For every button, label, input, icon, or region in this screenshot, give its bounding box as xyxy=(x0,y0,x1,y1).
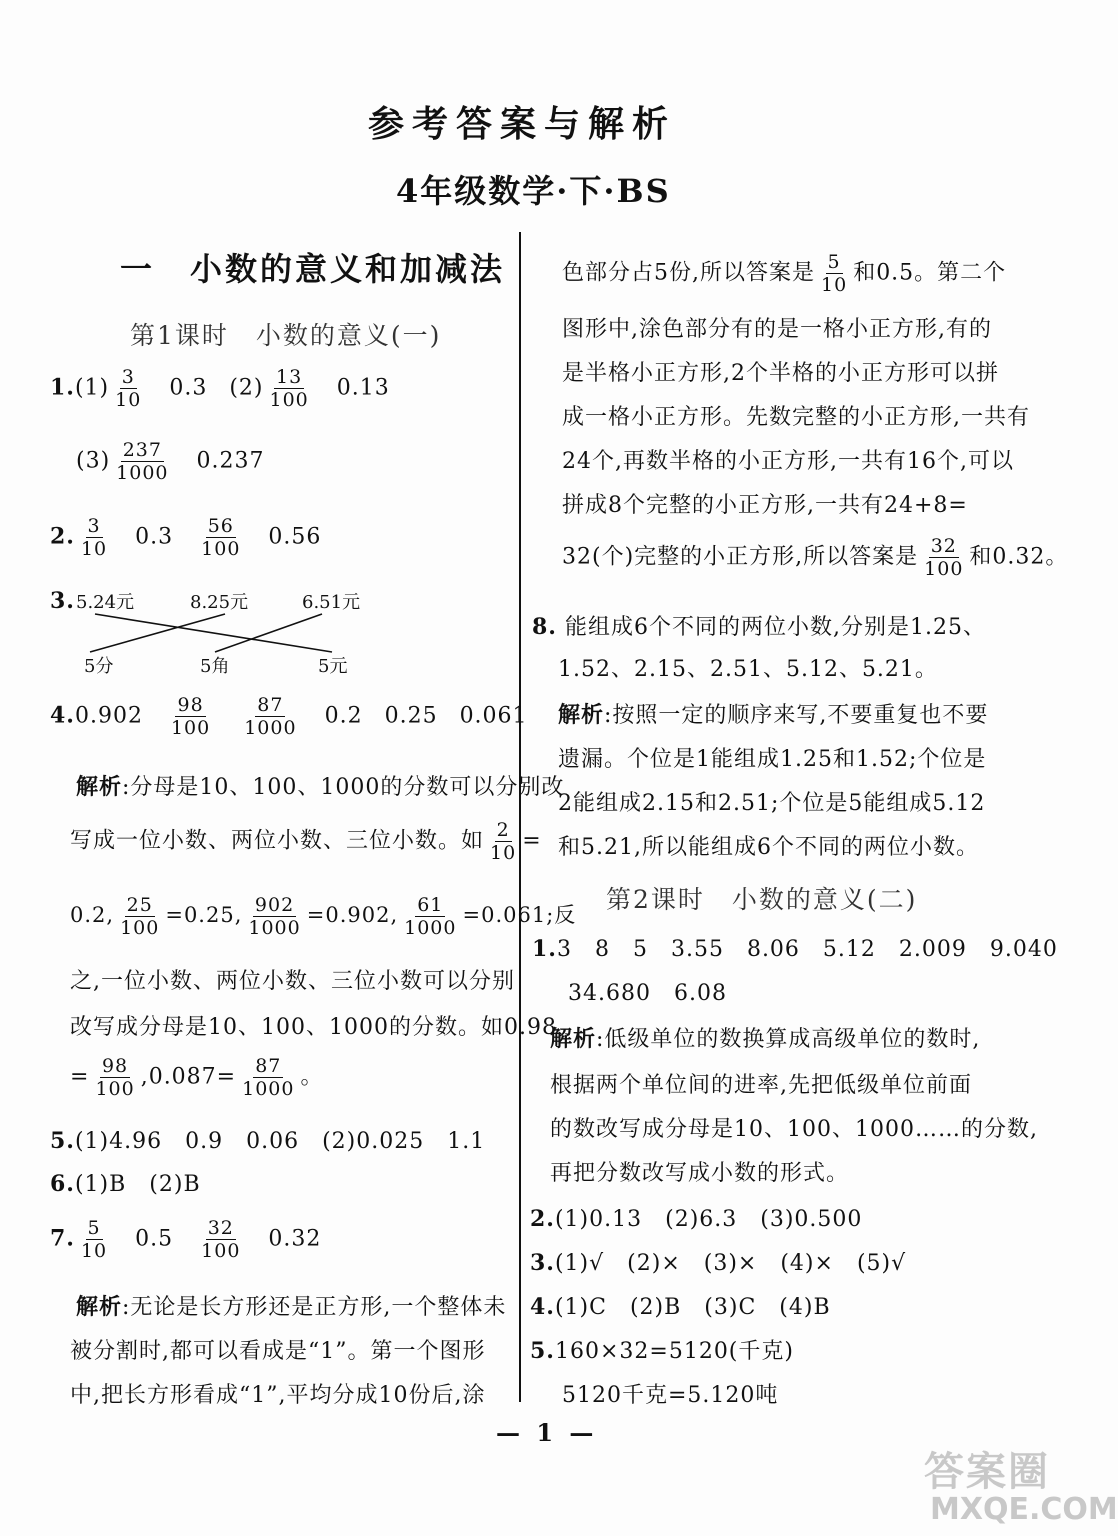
fraction: $\frac{61}{1000}$ xyxy=(404,894,457,939)
watermark-url: MXQE.COM xyxy=(930,1492,1118,1527)
analysis-7-cont-line-7: 32(个)完整的小正方形,所以答案是 $\frac{32}{100}$ 和0.32。 xyxy=(562,535,1069,580)
answer-1-part3: (3) $\frac{237}{1000}$ 0.237 xyxy=(76,439,265,484)
lesson-1-title: 第1课时 小数的意义(一) xyxy=(130,321,442,350)
analysis-8-line-3: 2能组成2.15和2.51;个位是5能组成5.12 xyxy=(558,791,986,816)
fraction: $\frac{32}{100}$ xyxy=(924,535,964,580)
answer-4: 4.0.902 $\frac{98}{100}$ $\frac{87}{1000}$ 0.2 0.25 0.061 xyxy=(50,694,528,739)
answer-5: 5.(1)4.96 0.9 0.06 (2)0.025 1.1 xyxy=(50,1128,486,1154)
analysis-7-cont-line-5: 24个,再数半格的小正方形,一共有16个,可以 xyxy=(562,449,1014,474)
answer-3-number: 3. xyxy=(50,588,75,614)
analysis-8-line-2: 遗漏。个位是1能组成1.25和1.52;个位是 xyxy=(558,747,987,772)
fraction: $\frac{3}{10}$ xyxy=(80,515,108,560)
answer-8-line-1: 8. 能组成6个不同的两位小数,分别是1.25、 xyxy=(532,614,986,640)
lesson2-answer-4: 4.(1)C (2)B (3)C (4)B xyxy=(530,1294,831,1320)
analysis-4-line-5: 改写成分母是10、100、1000的分数。如0.98 xyxy=(70,1015,557,1040)
fraction: $\frac{25}{100}$ xyxy=(120,894,160,939)
lesson2-analysis-line-1: 解析:低级单位的数换算成高级单位的数时, xyxy=(550,1026,981,1052)
lesson2-analysis-line-4: 再把分数改写成小数的形式。 xyxy=(550,1161,850,1186)
match-bottom-3: 5元 xyxy=(318,656,348,677)
match-line-1 xyxy=(90,614,225,652)
chapter-title: 一 小数的意义和加减法 xyxy=(120,250,506,288)
analysis-4-line-4: 之,一位小数、两位小数、三位小数可以分别 xyxy=(70,969,515,994)
analysis-4-line-3: 0.2, $\frac{25}{100}$ =0.25, $\frac{902}{1000}$ =0.902, $\frac{61}{1000}$ =0.061;反 xyxy=(70,894,577,939)
analysis-7-cont-line-3: 是半格小正方形,2个半格的小正方形可以拼 xyxy=(562,361,999,386)
fraction: $\frac{5}{10}$ xyxy=(80,1217,108,1262)
fraction: $\frac{87}{1000}$ xyxy=(242,1055,295,1100)
lesson2-answer-1-line-2: 34.680 6.08 xyxy=(568,981,727,1006)
match-line-3 xyxy=(215,614,322,652)
fraction: $\frac{56}{100}$ xyxy=(201,515,241,560)
fraction: $\frac{98}{100}$ xyxy=(95,1055,135,1100)
analysis-4-line-6: = $\frac{98}{100}$ ,0.087= $\frac{87}{1000}$ 。 xyxy=(70,1055,324,1100)
analysis-8-line-4: 和5.21,所以能组成6个不同的两位小数。 xyxy=(558,835,979,860)
fraction: $\frac{5}{10}$ xyxy=(821,251,848,296)
lesson2-answer-5-line-2: 5120千克=5.120吨 xyxy=(562,1383,779,1408)
fraction: $\frac{98}{100}$ xyxy=(170,694,211,739)
lesson2-answer-5-line-1: 5.160×32=5120(千克) xyxy=(530,1338,794,1364)
match-top-2: 8.25元 xyxy=(190,592,249,613)
analysis-7-cont-line-4: 成一格小正方形。先数完整的小正方形,一共有 xyxy=(562,405,1030,430)
match-bottom-1: 5分 xyxy=(84,656,114,677)
analysis-8-line-1: 解析:按照一定的顺序来写,不要重复也不要 xyxy=(558,702,989,728)
lesson-2-title: 第2课时 小数的意义(二) xyxy=(606,885,918,914)
analysis-4-line-2: 写成一位小数、两位小数、三位小数。如 $\frac{2}{10}$ = xyxy=(70,819,542,864)
match-line-2 xyxy=(95,614,332,652)
fraction: $\frac{13}{100}$ xyxy=(269,366,309,411)
answer-8-line-2: 1.52、2.15、2.51、5.12、5.21。 xyxy=(558,657,938,682)
page-title: 参考答案与解析 xyxy=(368,103,677,145)
analysis-7-line-3: 中,把长方形看成“1”,平均分成10份后,涂 xyxy=(70,1383,486,1408)
fraction: $\frac{237}{1000}$ xyxy=(116,439,169,484)
analysis-7-line-2: 被分割时,都可以看成是“1”。第一个图形 xyxy=(70,1339,486,1364)
analysis-7-cont-line-6: 拼成8个完整的小正方形,一共有24+8= xyxy=(562,493,968,518)
fraction: $\frac{87}{1000}$ xyxy=(244,694,297,739)
analysis-7-line-1: 解析:无论是长方形还是正方形,一个整体未 xyxy=(76,1294,507,1320)
fraction: $\frac{2}{10}$ xyxy=(490,819,517,864)
column-divider xyxy=(519,232,521,1402)
match-top-3: 6.51元 xyxy=(302,592,361,613)
page-number: — 1 — xyxy=(496,1418,598,1447)
lesson2-answer-2: 2.(1)0.13 (2)6.3 (3)0.500 xyxy=(530,1206,863,1232)
lesson2-answer-3: 3.(1)√ (2)× (3)× (4)× (5)√ xyxy=(530,1250,907,1276)
page-subtitle: 4年级数学·下·BS xyxy=(396,172,671,210)
fraction: $\frac{3}{10}$ xyxy=(115,366,142,411)
fraction: $\frac{32}{100}$ xyxy=(201,1217,241,1262)
analysis-7-cont-line-2: 图形中,涂色部分有的是一格小正方形,有的 xyxy=(562,317,992,342)
analysis-7-cont-line-1: 色部分占5份,所以答案是 $\frac{5}{10}$ 和0.5。第二个 xyxy=(562,251,1007,296)
answer-6: 6.(1)B (2)B xyxy=(50,1171,201,1197)
analysis-4-line-1: 解析:分母是10、100、1000的分数可以分别改 xyxy=(76,774,565,800)
answer-7: 7. $\frac{5}{10}$ 0.5 $\frac{32}{100}$ 0.32 xyxy=(50,1217,322,1262)
match-top-1: 5.24元 xyxy=(76,592,135,613)
fraction: $\frac{902}{1000}$ xyxy=(248,894,301,939)
lesson2-answer-1-line-1: 1.3 8 5 3.55 8.06 5.12 2.009 9.040 xyxy=(532,936,1058,962)
answer-2: 2. $\frac{3}{10}$ 0.3 $\frac{56}{100}$ 0.56 xyxy=(50,515,322,560)
answer-1: 1.(1) $\frac{3}{10}$ 0.3 (2) $\frac{13}{100}$ 0.13 xyxy=(50,366,390,411)
match-bottom-2: 5角 xyxy=(200,656,230,677)
lesson2-analysis-line-3: 的数改写成分母是10、100、1000……的分数, xyxy=(550,1117,1038,1142)
lesson2-analysis-line-2: 根据两个单位间的进率,先把低级单位前面 xyxy=(550,1073,972,1098)
watermark-logo: 答案圈 xyxy=(924,1449,1050,1495)
